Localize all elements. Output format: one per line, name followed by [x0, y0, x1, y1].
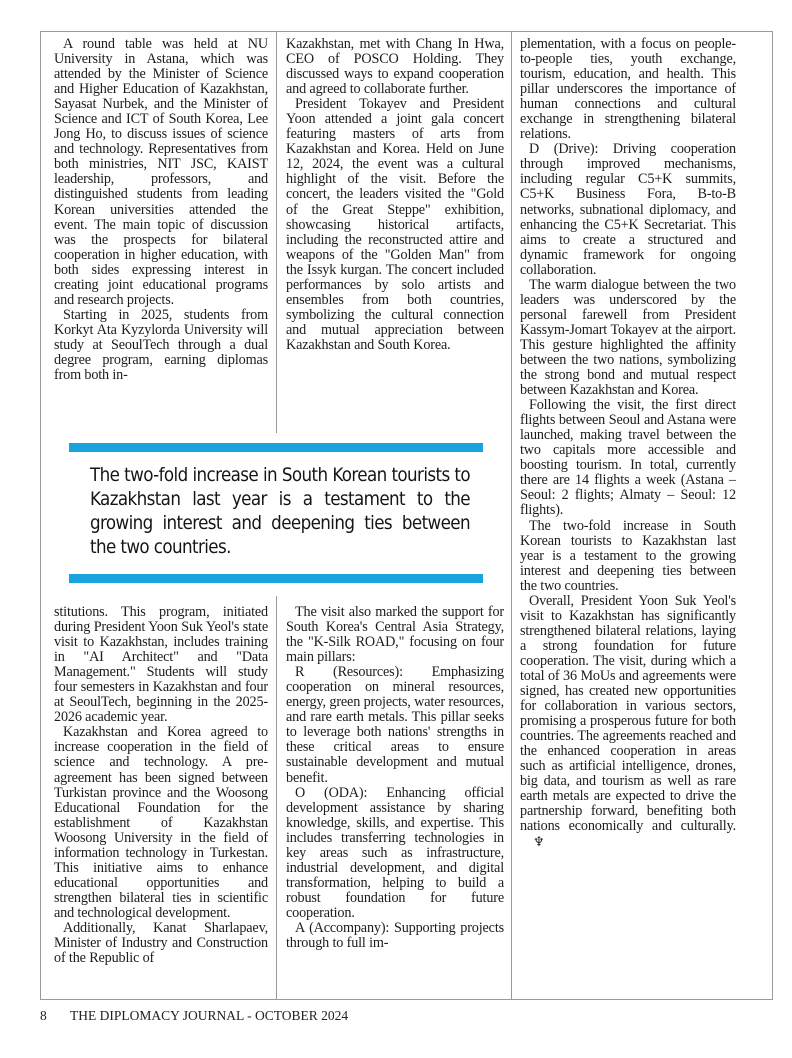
paragraph: The two-fold increase in South Korean tourists to Kazakhstan last year is a testament to the growing interest and deepening ties between the two countries. [520, 517, 736, 594]
paragraph: Kazakhstan, met with Chang In Hwa, CEO of POSCO Holding. They discussed ways to expand cooperation and agreed to collaborate further. [286, 37, 504, 98]
article-column-1-bottom [54, 605, 268, 998]
paragraph: Starting in 2025, students from Korkyt Ata Kyzylorda University will study at SeoulTech through a dual degree program, earning diplomas from both in- [54, 306, 268, 384]
pull-quote: The two-fold increase in South Korean tourists to Kazakhstan last year is a testament to the growing interest and deepening ties between the two countries. [90, 465, 470, 558]
pull-quote-bottom-bar [69, 574, 483, 583]
paragraph: D (Drive): Driving cooperation through improved mechanisms, including regular C5+K summits, C5+K Business Fora, B-to-B networks, subnational diplomacy, and enhancing the C5+K Secretariat. This aims to create a structured and dynamic framework for ongoing collaboration. [520, 141, 736, 278]
column-rule-left-bottom [276, 596, 277, 1000]
paragraph [520, 594, 736, 851]
paragraph: Kazakhstan and Korea agreed to increase cooperation in the field of science and technology. A pre-agreement has been signed between Turkistan province and the Woosong Educational Foundation for the establishment of Kazakhstan Woosong University in the field of information technology in Turkestan. This initiative aims to enhance educational opportunities and strengthen bilateral ties in scientific and technological development. [54, 724, 268, 921]
paragraph-text: Overall, President Yoon Suk Yeol's visit to Kazakhstan has significantly strengthened bilateral relations, laying a strong foundation for future cooperation. The visit, during which a total of 36 MoUs and agreements were signed, has created new opportunities for collaboration in various sectors, promising a prosperous future for both countries. The agreements reached and the enhanced cooperation in areas such as artificial intelligence, drones, big data, and tourism as well as rare earth metals are expected to drive the partnership forward, benefiting both nations economically and culturally. [520, 592, 736, 835]
article-column-2-top [286, 37, 504, 429]
end-mark-icon: ♆ [533, 834, 545, 850]
paragraph: Additionally, Kanat Sharlapaev, Minister of Industry and Construction of the Republic of [54, 919, 268, 967]
paragraph: A (Accompany): Supporting projects through to full im- [286, 919, 504, 952]
article-column-2-bottom [286, 605, 504, 998]
paragraph: President Tokayev and President Yoon attended a joint gala concert featuring masters of arts from Kazakhstan and Korea. Held on June 12, 2024, the event was a cultural highlight of the visit. Before the concert, the leaders visited the "Gold of the Great Steppe" exhibition, showcasing historical artifacts, including the reconstructed attire and weapons of the "Golden Man" from the Issyk kurgan. The concert included performances by solo artists and ensembles from both countries, symbolizing the cultural connection and mutual appreciation between Kazakhstan and South Korea. [286, 96, 504, 353]
article-column-3 [520, 37, 736, 999]
paragraph: plementation, with a focus on people-to-people ties, youth exchange, tourism, education, and health. This pillar underscores the importance of human connections and cultural exchange in strengthening bilateral relations. [520, 37, 736, 143]
paragraph: stitutions. This program, initiated during President Yoon Suk Yeol's state visit to Kazakhstan, includes training in "AI Architect" and "Data Management." Students will study four semesters in Kazakhstan and four at SeoulTech, beginning in the 2025-2026 academic year. [54, 605, 268, 726]
publication-title: THE DIPLOMACY JOURNAL - OCTOBER 2024 [70, 1008, 349, 1023]
page-number: 8 [40, 1008, 47, 1023]
article-column-1-top [54, 37, 268, 429]
paragraph: A round table was held at NU University in Astana, which was attended by the Minister of Science and Higher Education of Kazakhstan, Sayasat Nurbek, and the Minister of Science and ICT of South Korea, Lee Jong Ho, to discuss issues of science and technology. Representatives from both ministries, NIT JSC, KAIST leadership, professors, and distinguished students from leading Korean universities attended the event. The main topic of discussion was the prospects for bilateral cooperation in higher education, with both sides expressing interest in creating joint educational programs and research projects. [54, 37, 268, 308]
paragraph: O (ODA): Enhancing official development assistance by sharing knowledge, skills, and expertise. This includes transferring technologies in key areas such as infrastructure, industrial development, and digital transformation, helping to build a robust foundation for future cooperation. [286, 784, 504, 921]
paragraph: The warm dialogue between the two leaders was underscored by the personal farewell from President Kassym-Jomart Tokayev at the airport. This gesture highlighted the affinity between the two nations, symbolizing the strong bond and mutual respect between Kazakhstan and Korea. [520, 276, 736, 399]
column-rule-right [511, 31, 512, 1000]
page-footer [40, 1008, 540, 1024]
paragraph: R (Resources): Emphasizing cooperation on mineral resources, energy, green projects, water resources, and rare earth metals. This pillar seeks to leverage both nations' strengths in these critical areas to ensure sustainable development and mutual benefit. [286, 664, 504, 786]
paragraph: The visit also marked the support for South Korea's Central Asia Strategy, the "K-Silk ROAD," focusing on four main pillars: [286, 605, 504, 666]
paragraph: Following the visit, the first direct flights between Seoul and Astana were launched, making travel between the two capitals more accessible and boosting tourism. In total, currently there are 14 flights a week (Astana – Seoul: 2 flights; Almaty – Seoul: 12 flights). [520, 397, 736, 519]
column-rule-left-top [276, 31, 277, 433]
pull-quote-top-bar [69, 443, 483, 452]
